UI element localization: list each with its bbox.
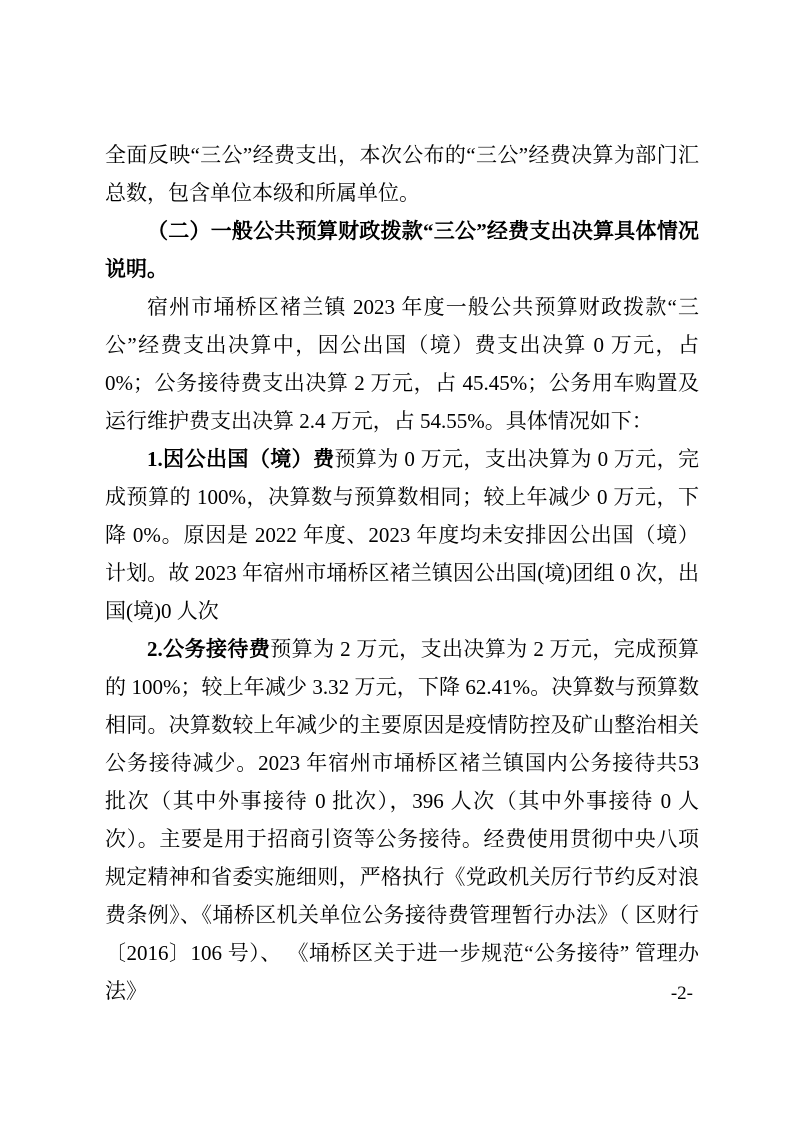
page-number: -2-	[670, 983, 693, 1004]
paragraph-official-reception	[105, 630, 699, 1010]
paragraph-trip-abroad-lead: 1.因公出国（境）费	[147, 447, 335, 471]
paragraph-trip-abroad	[105, 440, 699, 630]
paragraph-overview: 宿州市埇桥区褚兰镇 2023 年度一般公共预算财政拨款“三公”经费支出决算中，因公出国（境）费支出决算 0 万元，占 0%；公务接待费支出决算 2 万元，占 45.45%；公务用车购置及运行维护费支出决算 2.4 万元，占 54.55%。具体情况如下：	[105, 295, 699, 433]
section-heading: （二）一般公共预算财政拨款“三公”经费支出决算具体情况说明。	[105, 219, 699, 281]
paragraph-continuation: 全面反映“三公”经费支出，本次公布的“三公”经费决算为部门汇总数，包含单位本级和所属单位。	[105, 143, 699, 205]
document-body	[105, 136, 699, 1010]
paragraph-official-reception-lead: 2.公务接待费	[147, 637, 271, 661]
paragraph-trip-abroad-text: 预算为 0 万元，支出决算为 0 万元，完成预算的 100%，决算数与预算数相同；较上年减少 0 万元，下降 0%。原因是 2022 年度、2023 年度均未安排因公出国（境）计划。故 2023 年宿州市埇桥区褚兰镇因公出国(境)团组 0 次，出国(境)0 人次	[105, 447, 699, 623]
paragraph-official-reception-text: 预算为 2 万元，支出决算为 2 万元，完成预算的 100%；较上年减少 3.32 万元，下降 62.41%。决算数与预算数相同。决算数较上年减少的主要原因是疫情防控及矿山整治相关公务接待减少。2023 年宿州市埇桥区褚兰镇国内公务接待共53 批次（其中外事接待 0 批次），396 人次（其中外事接待 0 人次）。主要是用于招商引资等公务接待。经费使用贯彻中央八项规定精神和省委实施细则，严格执行《党政机关厉行节约反对浪费条例》、《埇桥区机关单位公务接待费管理暂行办法》（ 区财行〔2016〕106 号）、 《埇桥区关于进一步规范“公务接待” 管理办法》	[105, 637, 699, 1003]
